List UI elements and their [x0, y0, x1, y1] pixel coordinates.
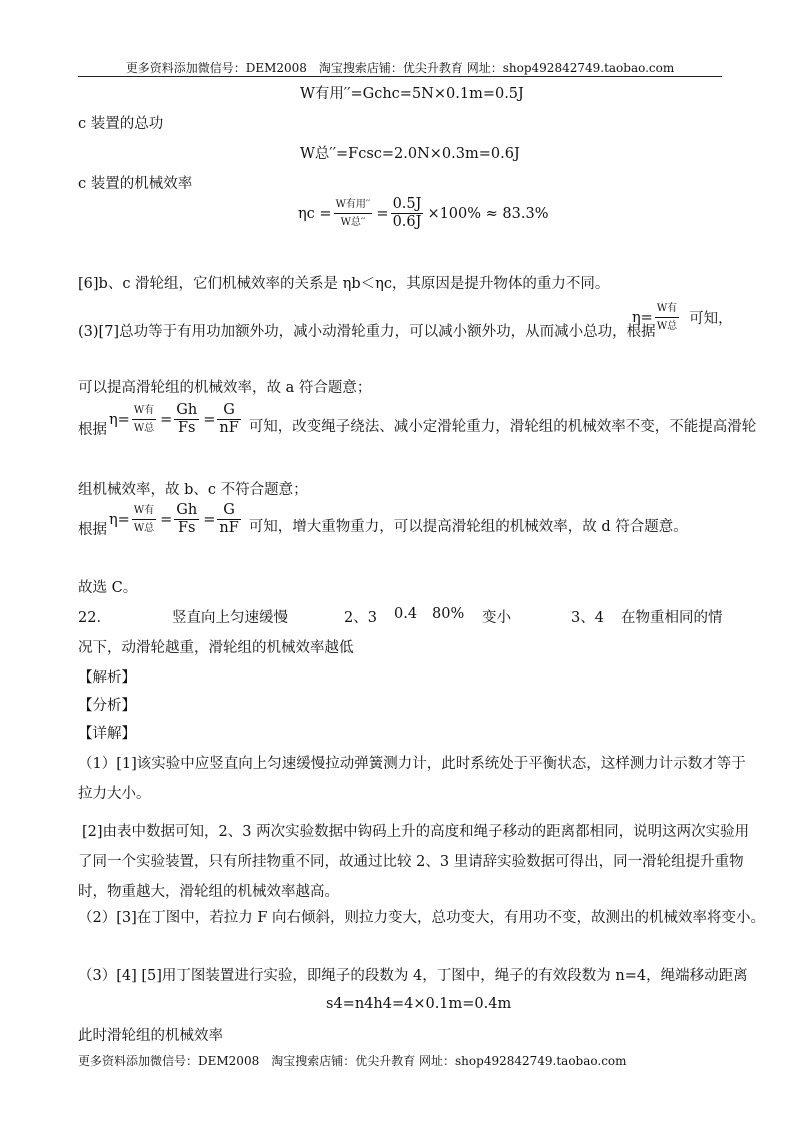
eta-c-frac-num: W有用′′ — [334, 196, 373, 214]
q22-answer-1: 竖直向上匀速缓慢 — [172, 610, 288, 626]
equation-s4: s4=n4h4=4×0.1m=0.4m — [326, 996, 512, 1012]
p8-eq1: = — [160, 411, 173, 428]
c-total-work-label: c 装置的总功 — [78, 116, 164, 132]
p7-tail: 可知， — [689, 311, 733, 327]
p8-frac2 — [174, 402, 201, 437]
page-footer: 更多资料添加微信号：DEM2008 淘宝搜索店铺：优尖升教育 网址：shop492842749.taobao.com — [78, 1054, 627, 1068]
p8-den3: nF — [219, 420, 239, 436]
equation-efficiency-c — [298, 196, 550, 231]
p9-num2: Gh — [176, 502, 198, 518]
q22-answer-4: 80% — [432, 606, 465, 622]
p9-lead: 根据 — [78, 522, 107, 538]
paragraph-7-line1: (3)[7]总功等于有用功加额外功，减小动滑轮重力，可以减小额外功，从而减小总功，根据 — [78, 324, 656, 340]
page-header: 更多资料添加微信号：DEM2008 淘宝搜索店铺：优尖升教育 网址：shop492842749.taobao.com — [125, 61, 675, 75]
p9-tail: 可知，增大重物重力，可以提高滑轮组的机械效率，故 d 符合题意。 — [248, 519, 688, 535]
p9-num3: G — [217, 502, 240, 520]
analysis-heading-1: 【解析】 — [78, 670, 136, 686]
p8-lead: 根据 — [78, 422, 107, 438]
c-efficiency-label: c 装置的机械效率 — [78, 176, 193, 192]
detail-2-line2: 了同一个实验装置，只有所挂物重不同，故通过比较 2、3 里请辞实验数据可得出，同一滑轮组提升重物 — [78, 854, 744, 870]
detail-2-line3: 时，物重越大，滑轮组的机械效率越高。 — [78, 884, 339, 900]
equation-useful-work-c: W有用′′=Gchc=5N×0.1m=0.5J — [300, 86, 524, 102]
p9-eq1: = — [160, 511, 173, 528]
q22-answer-3: 0.4 — [394, 606, 418, 622]
equation-total-work-c: W总′′=Fcsc=2.0N×0.3m=0.6J — [300, 146, 520, 162]
paragraph-8-line2: 组机械效率，故 b、c 不符合题意； — [78, 482, 308, 498]
p9-den1: W总 — [133, 523, 155, 534]
eta-c-den: 0.6J — [392, 214, 422, 230]
p9-den3: nF — [219, 520, 239, 536]
paragraph-7-formula — [632, 300, 735, 335]
detail-4: （3）[4] [5]用丁图装置进行实验，即绳子的段数为 4，丁图中，绳子的有效段数为 n=4，绳端移动距离 — [78, 968, 748, 984]
q22-answer-2: 2、3 — [344, 610, 377, 626]
analysis-heading-2: 【分析】 — [78, 698, 136, 714]
p7-eta: η= — [632, 309, 653, 326]
detail-1-line2: 拉力大小。 — [78, 786, 151, 802]
p8-num3: G — [217, 402, 240, 420]
p9-frac3 — [217, 502, 242, 537]
p9-eq2: = — [203, 511, 216, 528]
q22-line-2: 况下，动滑轮越重，滑轮组的机械效率越低 — [78, 640, 354, 656]
paragraph-9 — [78, 500, 690, 539]
p8-num1: W有 — [132, 402, 156, 420]
paragraph-6: [6]b、c 滑轮组，它们机械效率的关系是 ηb＜ηc，其原因是提升物体的重力不同。 — [78, 276, 610, 292]
detail-1-line1: （1）[1]该实验中应竖直向上匀速缓慢拉动弹簧测力计，此时系统处于平衡状态，这样测力计示数才等于 — [78, 756, 746, 772]
last-line: 此时滑轮组的机械效率 — [78, 1028, 223, 1044]
detail-3: （2）[3]在丁图中，若拉力 F 向右倾斜，则拉力变大，总功变大，有用功不变，故测出的机械效率将变小。 — [78, 910, 766, 926]
p8-den2: Fs — [177, 420, 196, 436]
eta-c-mid: = — [376, 205, 389, 222]
paragraph-8-line1 — [78, 400, 758, 439]
p8-frac1 — [132, 402, 158, 437]
p9-eta: η= — [109, 511, 130, 528]
analysis-heading-3: 【详解】 — [78, 726, 136, 742]
p9-num1: W有 — [132, 502, 156, 520]
p8-eta: η= — [109, 411, 130, 428]
eta-c-num: 0.5J — [392, 196, 422, 212]
q22-answer-5: 变小 — [482, 610, 511, 626]
p8-den1: W总 — [133, 423, 155, 434]
paragraph-7-line2: 可以提高滑轮组的机械效率，故 a 符合题意； — [78, 380, 372, 396]
eta-c-lhs: ηc = — [298, 205, 332, 222]
eta-c-rhs: ×100% ≈ 83.3% — [427, 205, 549, 222]
eta-c-numeric-fraction — [391, 196, 426, 231]
q22-number: 22． — [78, 610, 111, 626]
q22-answer-7: 在物重相同的情 — [621, 610, 723, 626]
q22-answer-6: 3、4 — [571, 610, 604, 626]
p8-frac3 — [217, 402, 242, 437]
eta-c-symbolic-fraction — [334, 196, 375, 231]
p7-fraction — [655, 300, 681, 335]
p8-tail: 可知，改变绳子绕法、减小定滑轮重力，滑轮组的机械效率不变，不能提高滑轮 — [248, 419, 757, 435]
p9-frac1 — [132, 502, 158, 537]
p7-frac-num: W有 — [655, 300, 679, 318]
p8-num2: Gh — [176, 402, 198, 418]
header-rule — [78, 76, 722, 77]
p8-eq2: = — [203, 411, 216, 428]
p9-frac2 — [174, 502, 201, 537]
eta-c-frac-den: W总′′ — [340, 217, 366, 228]
p9-den2: Fs — [177, 520, 196, 536]
choose-answer: 故选 C。 — [78, 580, 138, 596]
detail-2-line1: [2]由表中数据可知，2、3 两次实验数据中钩码上升的高度和绳子移动的距离都相同，说明这两次实验用 — [82, 824, 750, 840]
p7-frac-den: W总 — [656, 321, 678, 332]
